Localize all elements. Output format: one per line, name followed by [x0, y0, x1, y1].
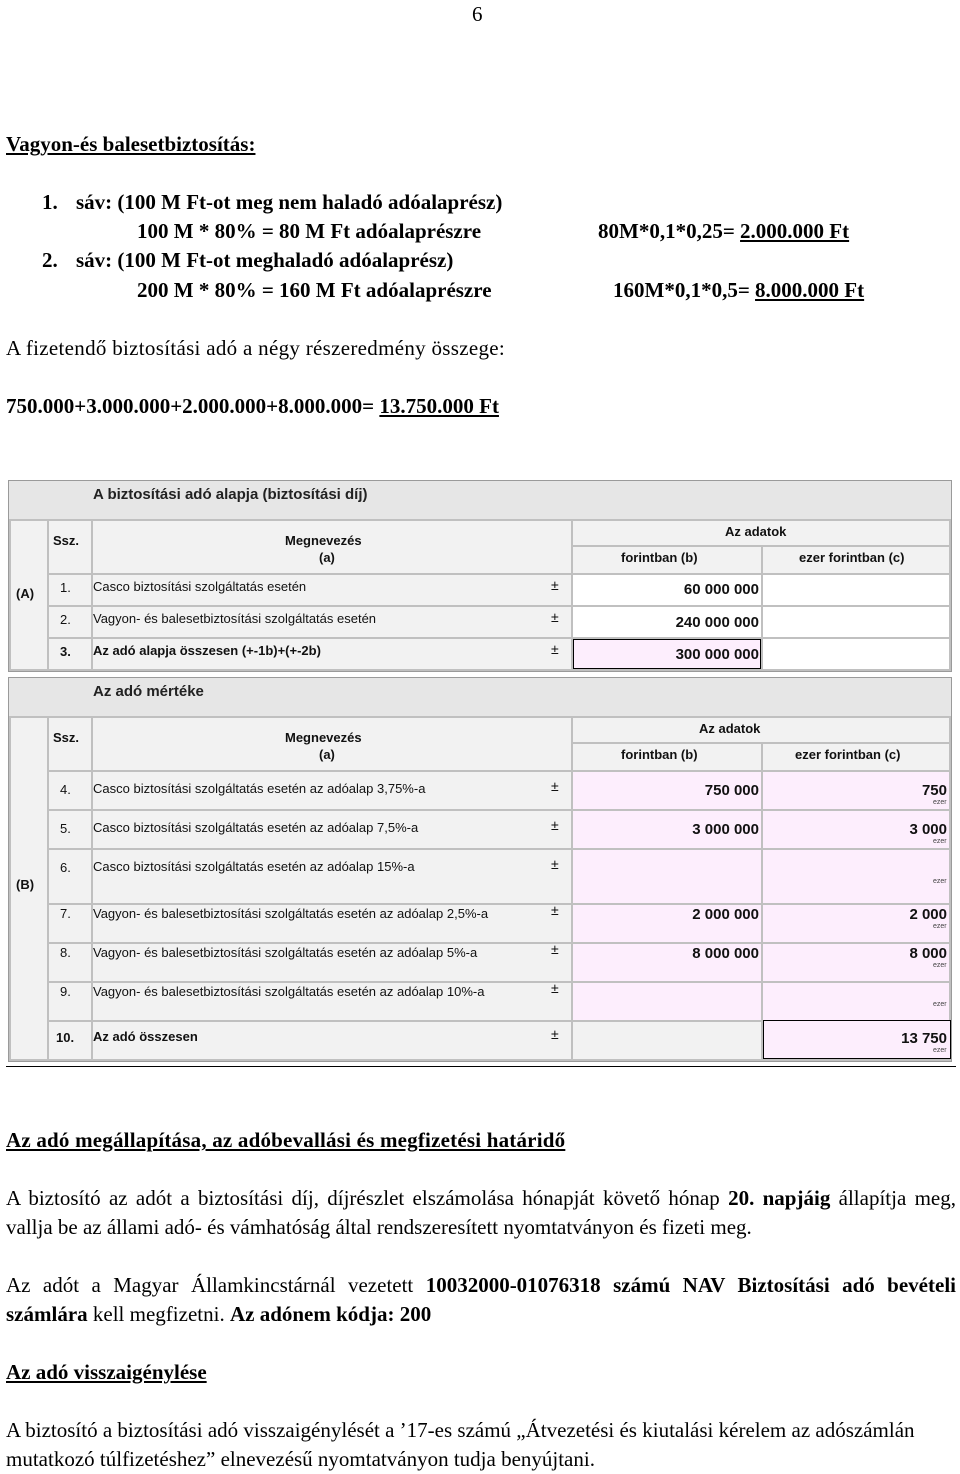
form-b-row10-ezer: ezer: [933, 1047, 947, 1054]
form-b-row6-num: 6.: [60, 860, 71, 875]
form-a-row3-c-field[interactable]: [763, 639, 949, 669]
sum-result: 13.750.000 Ft: [379, 394, 499, 418]
form-b-row10-b-cell: [573, 1022, 761, 1059]
form-b-row8-c-value: 8 000: [909, 945, 947, 962]
form-b-row6-sign: ±: [551, 856, 559, 872]
form-b-row4-c-value: 750: [921, 782, 947, 799]
form-b-row9-label: Vagyon- és balesetbiztosítási szolgáltatás esetén az adóalap 10%-a: [93, 984, 485, 999]
form-b-row4-label: Casco biztosítási szolgáltatás esetén az adóalap 3,75%-a: [93, 781, 426, 796]
form-a-col-c: ezer forintban (c): [799, 550, 905, 565]
form-b-row6-label: Casco biztosítási szolgáltatás esetén az adóalap 15%-a: [93, 859, 415, 874]
form-b-row8-ezer: ezer: [933, 962, 947, 969]
band1-number: 1.: [42, 190, 58, 214]
form-a-col-name: Megnevezés: [285, 533, 362, 548]
assessment-deadline: 20. napjáig: [728, 1186, 831, 1210]
sum-label: A fizetendő biztosítási adó a négy részeredmény összege:: [6, 336, 506, 360]
form-b-row4-ezer: ezer: [933, 799, 947, 806]
form-a-row1-sign: ±: [551, 577, 559, 593]
band2-calc-text: 200 M * 80% = 160 M Ft adóalaprészre: [137, 278, 492, 302]
form-a-title: A biztosítási adó alapja (biztosítási díj): [93, 486, 368, 503]
form-b-col-ssz: Ssz.: [53, 730, 80, 745]
form-a-row2-c-field[interactable]: [763, 607, 949, 637]
form-b-row6-num-cell: [49, 850, 91, 903]
page-number: 6: [472, 2, 483, 26]
band1-result: 2.000.000 Ft: [740, 219, 850, 243]
form-b-row5-b-value: 3 000 000: [692, 821, 759, 838]
assessment-text-2: állapítja meg, vallja be az állami adó- és vámhatóság által rendszeresített nyomtatványon és fizeti meg.: [6, 1186, 957, 1239]
form-b-row6-c-field[interactable]: [763, 850, 949, 903]
form-a-side-label: (A): [16, 586, 35, 601]
form-b-tax-rate: [8, 677, 952, 1062]
form-a-row1-b-value: 60 000 000: [683, 581, 759, 598]
form-a-col-ssz: Ssz.: [53, 533, 80, 548]
payment-paragraph: [6, 1271, 956, 1329]
form-b-row7-sign: ±: [551, 902, 559, 918]
form-b-row10-num: 10.: [56, 1030, 75, 1045]
form-b-row9-b-field[interactable]: [573, 983, 761, 1020]
form-b-row5-sign: ±: [551, 817, 559, 833]
form-a-col-name-sub: (a): [319, 550, 335, 565]
section-heading-refund: Az adó visszaigénylése: [6, 1360, 207, 1384]
form-b-row5-c-value: 3 000: [909, 821, 947, 838]
payment-text-2: kell megfizetni.: [87, 1302, 230, 1326]
form-b-row6-label-cell: [93, 850, 571, 903]
form-a-row1-label: Casco biztosítási szolgáltatás esetén: [93, 579, 307, 594]
assessment-text-1: A biztosító az adót a biztosítási díj, díjrészlet elszámolása hónapját követő hónap: [6, 1186, 729, 1210]
payment-text-1: Az adót a Magyar Államkincstárnál vezetett: [6, 1273, 426, 1297]
form-a-row3-b-value: 300 000 000: [675, 646, 759, 663]
form-b-col-name-sub: (a): [319, 747, 335, 762]
band2-number: 2.: [42, 248, 58, 272]
form-a-col-data: Az adatok: [725, 524, 787, 539]
form-b-row6-ezer: ezer: [933, 878, 947, 885]
form-b-row5-num: 5.: [60, 821, 71, 836]
form-b-row4-sign: ±: [551, 778, 559, 794]
section-heading-property-insurance: Vagyon-és balesetbiztosítás:: [6, 132, 256, 156]
form-b-row7-label: Vagyon- és balesetbiztosítási szolgáltatás esetén az adóalap 2,5%-a: [93, 906, 489, 921]
form-a-row1-num: 1.: [60, 580, 71, 595]
form-b-row4-b-value: 750 000: [704, 782, 759, 799]
form-b-col-b: forintban (b): [621, 747, 698, 762]
form-b-col-name: Megnevezés: [285, 730, 362, 745]
band2-formula-text: 160M*0,1*0,5=: [613, 278, 756, 302]
form-b-row9-ezer: ezer: [933, 1001, 947, 1008]
form-b-row9-num: 9.: [60, 984, 71, 999]
payment-account: 10032000-01076318 számú NAV Biztosítási adó bevételi számlára: [6, 1273, 956, 1326]
form-a-row1-c-field[interactable]: [763, 575, 949, 605]
form-b-row7-ezer: ezer: [933, 923, 947, 930]
form-b-side-label: (B): [16, 877, 35, 892]
form-b-row7-b-value: 2 000 000: [692, 906, 759, 923]
band2-result: 8.000.000 Ft: [755, 278, 865, 302]
form-b-col-data: Az adatok: [699, 721, 761, 736]
band1-calc-text: 100 M * 80% = 80 M Ft adóalaprészre: [137, 219, 482, 243]
form-b-row8-label: Vagyon- és balesetbiztosítási szolgáltatás esetén az adóalap 5%-a: [93, 945, 478, 960]
form-b-row10-label: Az adó összesen: [93, 1029, 198, 1044]
band2-text: sáv: (100 M Ft-ot meghaladó adóalaprész): [76, 248, 454, 272]
assessment-paragraph: [6, 1184, 956, 1242]
form-a-row3-sign: ±: [551, 641, 559, 657]
form-b-row5-ezer: ezer: [933, 838, 947, 845]
sum-line: [6, 394, 499, 419]
band1-formula-text: 80M*0,1*0,25=: [598, 219, 741, 243]
sum-calc: 750.000+3.000.000+2.000.000+8.000.000=: [6, 394, 380, 418]
form-a-tax-base: [8, 480, 952, 672]
section-divider: [6, 1066, 956, 1067]
form-b-row7-num: 7.: [60, 906, 71, 921]
band2-formula: [613, 278, 864, 303]
refund-paragraph: A biztosító a biztosítási adó visszaigénylését a ’17-es számú „Átvezetési és kiutalási kérelem az adószámlán mutatkozó túlfizetéshez” elnevezésű nyomtatványon tudja benyújtani.: [6, 1418, 915, 1471]
form-b-row6-b-field[interactable]: [573, 850, 761, 903]
form-b-title: Az adó mértéke: [93, 683, 204, 700]
form-a-row2-b-value: 240 000 000: [675, 614, 759, 631]
form-a-row2-num: 2.: [60, 612, 71, 627]
form-b-row5-label: Casco biztosítási szolgáltatás esetén az adóalap 7,5%-a: [93, 820, 419, 835]
form-b-row8-num: 8.: [60, 945, 71, 960]
band1-text: sáv: (100 M Ft-ot meg nem haladó adóalaprész): [76, 190, 503, 214]
form-b-row9-sign: ±: [551, 980, 559, 996]
form-b-row7-c-value: 2 000: [909, 906, 947, 923]
form-b-row8-b-value: 8 000 000: [692, 945, 759, 962]
section-heading-assessment: Az adó megállapítása, az adóbevallási és megfizetési határidő: [6, 1128, 566, 1152]
form-a-row2-label: Vagyon- és balesetbiztosítási szolgáltatás esetén: [93, 611, 377, 626]
form-a-row3-num: 3.: [60, 644, 71, 659]
form-b-row9-c-field[interactable]: [763, 983, 949, 1020]
form-b-row10-c-value: 13 750: [901, 1030, 947, 1047]
form-a-row2-sign: ±: [551, 609, 559, 625]
form-a-row3-label: Az adó alapja összesen (+-1b)+(+-2b): [93, 643, 321, 658]
form-b-row8-sign: ±: [551, 941, 559, 957]
form-b-col-c: ezer forintban (c): [795, 747, 901, 762]
form-a-col-b: forintban (b): [621, 550, 698, 565]
form-b-row10-sign: ±: [551, 1026, 559, 1042]
form-b-row4-num: 4.: [60, 782, 71, 797]
band1-formula: [598, 219, 849, 244]
form-b-col-data-cell: [573, 718, 949, 742]
tax-type-code: Az adónem kódja: 200: [229, 1302, 432, 1326]
